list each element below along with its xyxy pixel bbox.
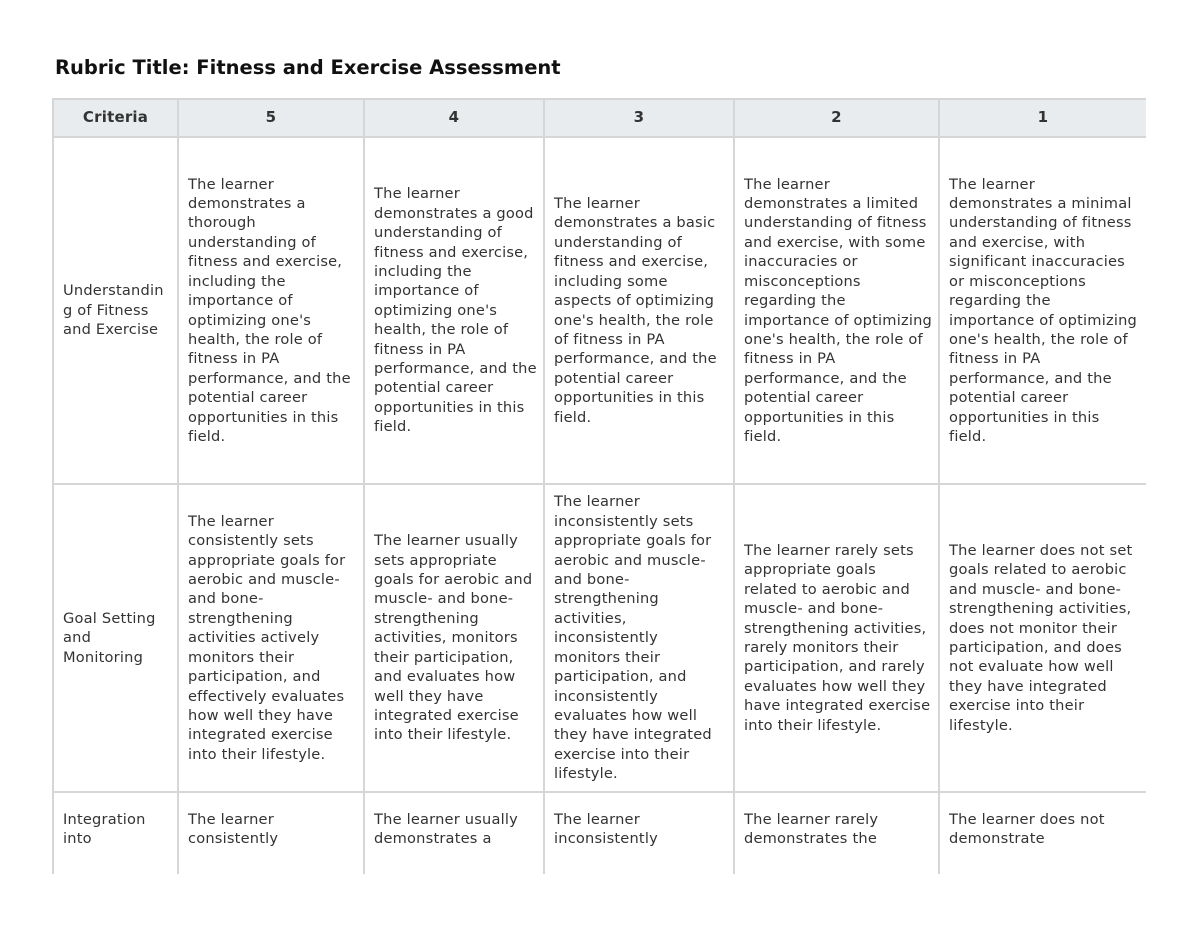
- score-1-cell: The learner demonstrates a minimal understanding of fitness and exercise, with significant inaccuracies or misconceptions regarding the importance of optimizing one's health, the role of fitness in PA performance, and the potential career opportunities in this field.: [939, 137, 1146, 484]
- score-2-cell: The learner demonstrates a limited understanding of fitness and exercise, with some inaccuracies or misconceptions regarding the importance of optimizing one's health, the role of fitness in PA performance, and the potential career opportunities in this field.: [734, 137, 939, 484]
- criteria-cell: Integration into: [53, 792, 178, 874]
- header-score-2: 2: [734, 99, 939, 137]
- header-score-3: 3: [544, 99, 734, 137]
- criteria-cell: Understanding of Fitness and Exercise: [53, 137, 178, 484]
- score-3-cell: The learner inconsistently sets appropriate goals for aerobic and muscle- and bone-strengthening activities, inconsistently monitors their participation, and inconsistently evaluates how well they have integrated exercise into their lifestyle.: [544, 484, 734, 792]
- table-row: [53, 484, 1146, 792]
- rubric-table: [52, 98, 1146, 874]
- page-title: Rubric Title: Fitness and Exercise Assessment: [55, 56, 561, 79]
- score-4-cell: The learner demonstrates a good understanding of fitness and exercise, including the importance of optimizing one's health, the role of fitness in PA performance, and the potential career opportunities in this field.: [364, 137, 544, 484]
- score-1-cell: The learner does not set goals related to aerobic and muscle- and bone-strengthening activities, does not monitor their participation, and does not evaluate how well they have integrated exercise into their lifestyle.: [939, 484, 1146, 792]
- header-score-1: 1: [939, 99, 1146, 137]
- score-5-cell: The learner demonstrates a thorough understanding of fitness and exercise, including the importance of optimizing one's health, the role of fitness in PA performance, and the potential career opportunities in this field.: [178, 137, 364, 484]
- header-score-4: 4: [364, 99, 544, 137]
- score-5-cell: The learner consistently sets appropriate goals for aerobic and muscle- and bone-strengthening activities actively monitors their participation, and effectively evaluates how well they have integrated exercise into their lifestyle.: [178, 484, 364, 792]
- header-score-5: 5: [178, 99, 364, 137]
- score-4-cell: The learner usually sets appropriate goals for aerobic and muscle- and bone-strengthening activities, monitors their participation, and evaluates how well they have integrated exercise into their lifestyle.: [364, 484, 544, 792]
- score-3-cell: The learner inconsistently: [544, 792, 734, 874]
- score-2-cell: The learner rarely sets appropriate goals related to aerobic and muscle- and bone-strengthening activities, rarely monitors their participation, and rarely evaluates how well they have integrated exercise into their lifestyle.: [734, 484, 939, 792]
- score-5-cell: The learner consistently: [178, 792, 364, 874]
- table-row: [53, 792, 1146, 874]
- header-row: [53, 99, 1146, 137]
- score-2-cell: The learner rarely demonstrates the: [734, 792, 939, 874]
- header-criteria: Criteria: [53, 99, 178, 137]
- score-4-cell: The learner usually demonstrates a: [364, 792, 544, 874]
- criteria-cell: Goal Setting and Monitoring: [53, 484, 178, 792]
- score-3-cell: The learner demonstrates a basic understanding of fitness and exercise, including some aspects of optimizing one's health, the role of fitness in PA performance, and the potential career opportunities in this field.: [544, 137, 734, 484]
- table-row: [53, 137, 1146, 484]
- rubric-table-container: [52, 98, 1146, 874]
- score-1-cell: The learner does not demonstrate: [939, 792, 1146, 874]
